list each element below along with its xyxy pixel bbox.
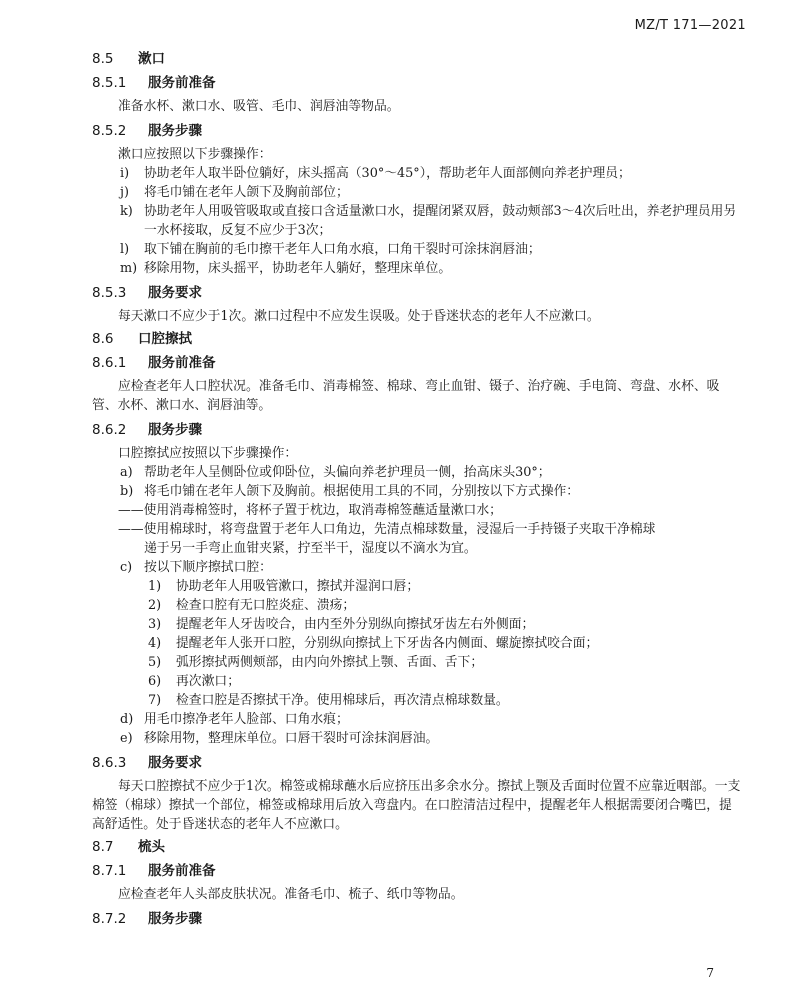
sub-list-item	[92, 691, 742, 710]
sub-list-marker: 4)	[148, 636, 162, 651]
dash-item: ——使用棉球时，将弯盘置于老年人口角边，先清点棉球数量，浸湿后一手持镊子夹取干净棉球	[118, 522, 656, 537]
paragraph: 应检查老年人口腔状况。准备毛巾、消毒棉签、棉球、弯止血钳、镊子、治疗碗、手电筒、弯盘、水杯、吸管、水杯、漱口水、润唇油等。	[92, 379, 720, 413]
sub-list-marker: 2)	[148, 598, 162, 613]
list-item-text: 将毛巾铺在老年人颌下及胸前。根据使用工具的不同，分别按以下方式操作：	[144, 484, 580, 499]
list-item	[92, 558, 742, 577]
sub-list-text: 检查口腔有无口腔炎症、溃疡；	[176, 598, 356, 613]
sub-list-text: 协助老年人用吸管漱口，擦拭并湿润口唇；	[176, 579, 420, 594]
sub-list-marker: 3)	[148, 617, 162, 632]
subsection-title: 服务前准备	[148, 863, 216, 879]
list-item-text: 按以下顺序擦拭口腔：	[144, 560, 272, 575]
list-item	[92, 729, 742, 748]
sub-list-text: 弧形擦拭两侧颊部，由内向外擦拭上颚、舌面、舌下；	[176, 655, 484, 670]
list-item	[92, 482, 742, 501]
list-marker: m)	[120, 261, 138, 276]
steps-intro: 漱口应按照以下步骤操作：	[118, 147, 272, 162]
list-item	[92, 164, 742, 183]
sub-list-item	[92, 672, 742, 691]
list-item-text: 移除用物，床头摇平，协助老年人躺好，整理床单位。	[144, 261, 452, 276]
subsection-title: 服务步骤	[148, 422, 202, 438]
subsection-title: 服务要求	[148, 285, 202, 301]
subsection-number: 8.5.2	[92, 123, 127, 139]
list-item	[92, 259, 742, 278]
list-item-text: 移除用物，整理床单位。口唇干裂时可涂抹润唇油。	[144, 731, 439, 746]
subsection-heading	[92, 122, 742, 140]
list-marker: e)	[120, 731, 133, 746]
list-item	[92, 240, 742, 259]
section-title: 梳头	[138, 839, 165, 855]
list-item-text: 帮助老年人呈侧卧位或仰卧位，头偏向养老护理员一侧，抬高床头30°；	[144, 465, 551, 480]
sub-list-item	[92, 596, 742, 615]
steps-intro: 口腔擦拭应按照以下步骤操作：	[118, 446, 298, 461]
subsection-title: 服务前准备	[148, 75, 216, 91]
section-heading	[92, 50, 742, 68]
dash-item-continuation: 递于另一手弯止血钳夹紧，拧至半干，湿度以不滴水为宜。	[144, 541, 477, 556]
subsection-heading	[92, 421, 742, 439]
subsection-number: 8.5.1	[92, 75, 127, 91]
subsection-heading	[92, 354, 742, 372]
sub-list-marker: 1)	[148, 579, 162, 594]
subsection-number: 8.5.3	[92, 285, 127, 301]
sub-list-text: 提醒老年人牙齿咬合，由内至外分别纵向擦拭牙齿左右外侧面；	[176, 617, 535, 632]
subsection-heading	[92, 74, 742, 92]
subsection-heading	[92, 862, 742, 880]
list-marker: c)	[120, 560, 133, 575]
subsection-number: 8.7.1	[92, 863, 127, 879]
sub-list-marker: 6)	[148, 674, 162, 689]
sub-list-marker: 7)	[148, 693, 162, 708]
list-item-text: 将毛巾铺在老年人颌下及胸前部位；	[144, 185, 349, 200]
standard-code: MZ/T 171—2021	[634, 18, 746, 33]
list-item	[92, 183, 742, 202]
paragraph: 每天口腔擦拭不应少于1次。棉签或棉球蘸水后应挤压出多余水分。擦拭上颚及舌面时位置不应靠近咽部。一支棉签（棉球）擦拭一个部位，棉签或棉球用后放入弯盘内。在口腔清洁过程中，提醒老年人根据需要闭合嘴巴，提高舒适性。处于昏迷状态的老年人不应漱口。	[92, 779, 741, 832]
sub-list-text: 再次漱口；	[176, 674, 240, 689]
list-marker: k)	[120, 204, 133, 219]
section-title: 口腔擦拭	[138, 331, 192, 347]
sub-list-item	[92, 634, 742, 653]
page-number: 7	[706, 966, 714, 980]
dash-item: ——使用消毒棉签时，将杯子置于枕边，取消毒棉签蘸适量漱口水；	[118, 503, 502, 518]
paragraph: 每天漱口不应少于1次。漱口过程中不应发生误吸。处于昏迷状态的老年人不应漱口。	[118, 309, 600, 324]
subsection-heading	[92, 910, 742, 928]
subsection-number: 8.6.3	[92, 755, 127, 771]
list-marker: a)	[120, 465, 133, 480]
subsection-title: 服务前准备	[148, 355, 216, 371]
sub-list-item	[92, 577, 742, 596]
sub-list-marker: 5)	[148, 655, 162, 670]
list-marker: l)	[120, 242, 130, 257]
subsection-title: 服务要求	[148, 755, 202, 771]
list-marker: d)	[120, 712, 134, 727]
subsection-number: 8.6.1	[92, 355, 127, 371]
sub-list-text: 提醒老年人张开口腔，分别纵向擦拭上下牙齿各内侧面、螺旋擦拭咬合面；	[176, 636, 599, 651]
sub-list-item	[92, 653, 742, 672]
list-marker: b)	[120, 484, 134, 499]
section-number: 8.5	[92, 51, 114, 67]
section-heading	[92, 838, 742, 856]
section-title: 漱口	[138, 51, 165, 67]
subsection-title: 服务步骤	[148, 123, 202, 139]
list-marker: i)	[120, 166, 130, 181]
section-heading	[92, 330, 742, 348]
list-item-text: 取下铺在胸前的毛巾擦干老年人口角水痕，口角干裂时可涂抹润唇油；	[144, 242, 541, 257]
list-marker: j)	[120, 185, 129, 200]
list-item	[92, 202, 742, 240]
paragraph: 准备水杯、漱口水、吸管、毛巾、润唇油等物品。	[118, 99, 400, 114]
list-item-text: 用毛巾擦净老年人脸部、口角水痕；	[144, 712, 349, 727]
list-item-text: 协助老年人取半卧位躺好，床头摇高（30°～45°），帮助老年人面部侧向养老护理员；	[144, 166, 631, 181]
list-item	[92, 710, 742, 729]
list-item	[92, 463, 742, 482]
document-body	[92, 46, 742, 933]
list-item-text: 协助老年人用吸管吸取或直接口含适量漱口水，提醒闭紧双唇，鼓动颊部3～4次后吐出，养老护理员用另一水杯接取，反复不应少于3次；	[144, 204, 737, 238]
subsection-title: 服务步骤	[148, 911, 202, 927]
sub-list-item	[92, 615, 742, 634]
paragraph: 应检查老年人头部皮肤状况。准备毛巾、梳子、纸巾等物品。	[118, 887, 464, 902]
sub-list-text: 检查口腔是否擦拭干净。使用棉球后，再次清点棉球数量。	[176, 693, 509, 708]
section-number: 8.7	[92, 839, 114, 855]
subsection-heading	[92, 284, 742, 302]
section-number: 8.6	[92, 331, 114, 347]
subsection-heading	[92, 754, 742, 772]
subsection-number: 8.7.2	[92, 911, 127, 927]
subsection-number: 8.6.2	[92, 422, 127, 438]
